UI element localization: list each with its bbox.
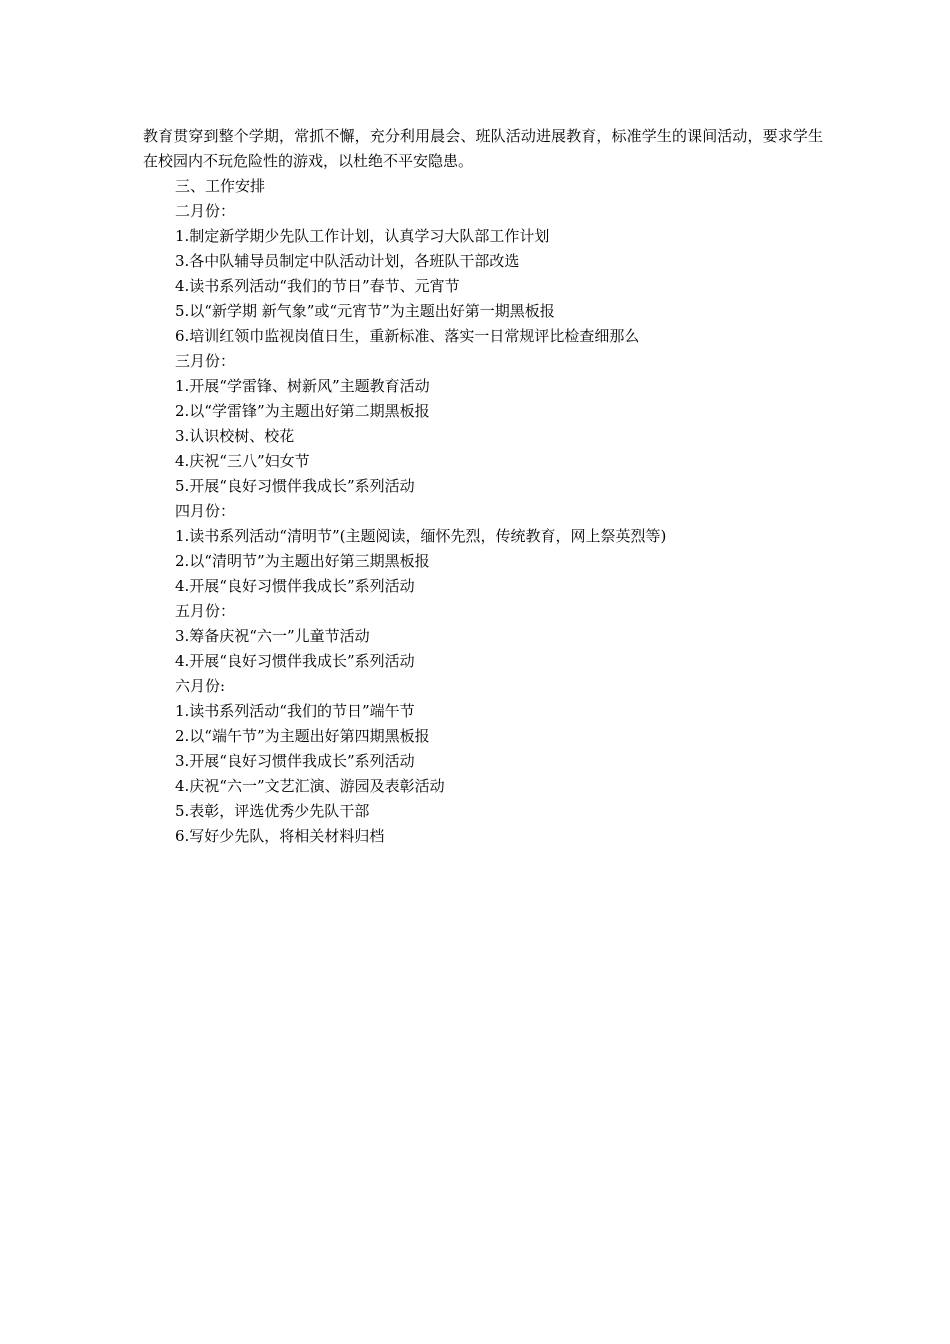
month-label: 二月份： bbox=[175, 202, 236, 220]
list-item: 3.各中队辅导员制定中队活动计划，各班队干部改选 bbox=[175, 252, 520, 270]
list-item: 2.以“清明节”为主题出好第三期黑板报 bbox=[175, 552, 430, 570]
list-item: 3.开展“良好习惯伴我成长”系列活动 bbox=[175, 752, 415, 770]
month-section-may bbox=[143, 599, 823, 674]
intro-paragraph: 教育贯穿到整个学期，常抓不懈，充分利用晨会、班队活动进展教育，标准学生的课间活动，要求学生在校园内不玩危险性的游戏，以杜绝不平安隐患。 bbox=[143, 127, 823, 170]
list-item: 1.读书系列活动“我们的节日”端午节 bbox=[175, 702, 415, 720]
list-item: 2.以“端午节”为主题出好第四期黑板报 bbox=[175, 727, 430, 745]
list-item: 5.以“新学期 新气象”或“元宵节”为主题出好第一期黑板报 bbox=[175, 302, 555, 320]
list-item: 3.认识校树、校花 bbox=[175, 427, 295, 445]
month-section-february bbox=[143, 199, 823, 349]
month-label: 四月份： bbox=[175, 502, 236, 520]
list-item: 1.开展“学雷锋、树新风”主题教育活动 bbox=[175, 377, 430, 395]
list-item: 5.表彰，评选优秀少先队干部 bbox=[175, 802, 370, 820]
list-item: 6.写好少先队，将相关材料归档 bbox=[175, 827, 385, 845]
list-item: 4.开展“良好习惯伴我成长”系列活动 bbox=[175, 652, 415, 670]
month-label: 三月份： bbox=[175, 352, 236, 370]
list-item: 5.开展“良好习惯伴我成长”系列活动 bbox=[175, 477, 415, 495]
list-item: 1.读书系列活动“清明节”(主题阅读，缅怀先烈，传统教育，网上祭英烈等) bbox=[175, 527, 667, 545]
list-item: 3.筹备庆祝“六一”儿童节活动 bbox=[175, 627, 370, 645]
list-item: 4.庆祝“三八”妇女节 bbox=[175, 452, 310, 470]
month-section-june bbox=[143, 674, 823, 849]
month-label: 五月份： bbox=[175, 602, 236, 620]
document-body bbox=[143, 124, 823, 849]
list-item: 4.开展“良好习惯伴我成长”系列活动 bbox=[175, 577, 415, 595]
section-heading: 三、工作安排 bbox=[175, 177, 266, 195]
list-item: 2.以“学雷锋”为主题出好第二期黑板报 bbox=[175, 402, 430, 420]
list-item: 6.培训红领巾监视岗值日生，重新标准、落实一日常规评比检查细那么 bbox=[175, 327, 640, 345]
month-section-april bbox=[143, 499, 823, 599]
month-section-march bbox=[143, 349, 823, 499]
list-item: 1.制定新学期少先队工作计划，认真学习大队部工作计划 bbox=[175, 227, 550, 245]
month-label: 六月份: bbox=[175, 677, 226, 695]
list-item: 4.读书系列活动“我们的节日”春节、元宵节 bbox=[175, 277, 460, 295]
list-item: 4.庆祝“六一”文艺汇演、游园及表彰活动 bbox=[175, 777, 445, 795]
